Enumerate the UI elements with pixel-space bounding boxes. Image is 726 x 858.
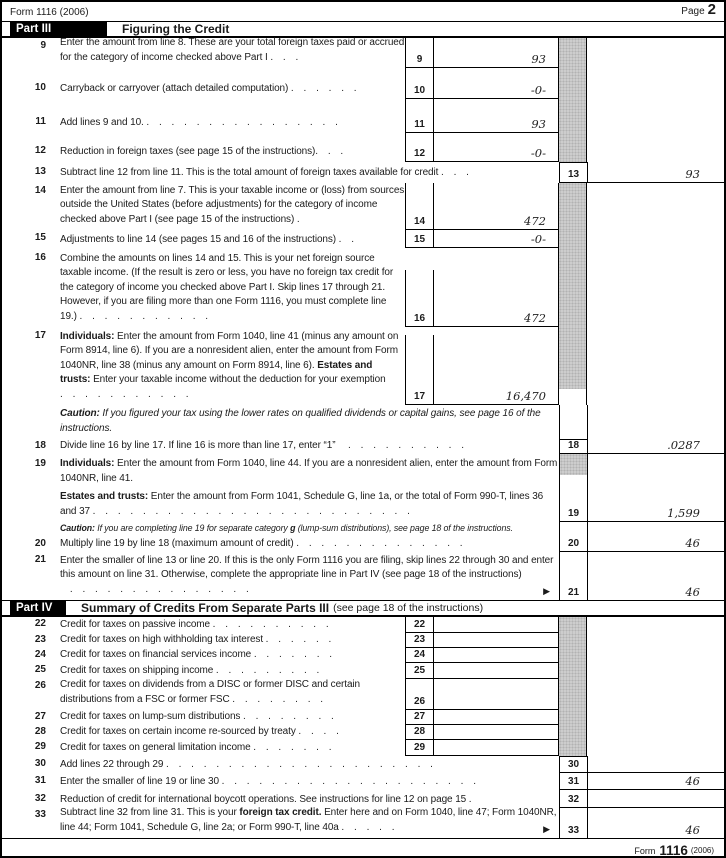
line-25-row xyxy=(2,663,724,679)
line-27-description: Credit for taxes on lump-sum distributions . . . . . . . . xyxy=(60,711,334,722)
line-31-box-number: 31 xyxy=(559,773,588,790)
estates-trusts-label: Estates and trusts: xyxy=(60,359,373,385)
line-15-description: Adjustments to line 14 (see pages 15 and 16 of the instructions) . . xyxy=(60,234,354,245)
line-32-description: Reduction of credit for international boycott operations. See instructions for line 12 on page 15 . xyxy=(60,794,472,805)
line-22-description: Credit for taxes on passive income . . . . . . . . . . xyxy=(60,619,329,630)
line-26-number: 26 xyxy=(34,680,46,691)
shaded-column-segment xyxy=(558,725,587,740)
line-28-description: Credit for taxes on certain income re-sourced by treaty . . . . xyxy=(60,726,339,737)
line-19-individuals-row xyxy=(2,454,724,489)
line-17-amount-field[interactable] xyxy=(434,335,558,405)
shaded-column-segment xyxy=(558,68,587,99)
line-20-row xyxy=(2,537,724,552)
shaded-column-segment xyxy=(558,633,587,648)
line-13-box-number: 13 xyxy=(559,162,588,183)
line-30-box-number: 30 xyxy=(559,756,588,773)
line-24-entry xyxy=(405,648,558,663)
line-15-number: 15 xyxy=(34,232,46,243)
caution-text-2: (lump-sum distributions), see page 18 of the instructions. xyxy=(295,523,513,533)
line-29-box-number: 29 xyxy=(406,740,434,756)
line-27-entry xyxy=(405,710,558,725)
right-blank xyxy=(587,633,724,648)
line-15-amount: -0- xyxy=(530,232,546,246)
page-header xyxy=(2,2,724,22)
line-13-row xyxy=(2,162,724,183)
shaded-column-segment xyxy=(558,183,587,230)
line-23-row xyxy=(2,633,724,648)
line-30-number: 30 xyxy=(34,758,46,769)
line-11-amount-field[interactable] xyxy=(434,99,558,133)
shaded-column-segment xyxy=(558,663,587,679)
line-23-entry xyxy=(405,633,558,648)
line-25-box-number: 25 xyxy=(406,663,434,679)
line-14-number: 14 xyxy=(34,185,46,196)
foreign-tax-credit-label: foreign tax credit. xyxy=(239,807,322,818)
shaded-column-segment xyxy=(558,679,587,710)
estates-trusts-label: Estates and trusts: xyxy=(60,491,149,502)
line-17-row xyxy=(2,327,724,405)
line-11-box-number: 11 xyxy=(406,99,434,133)
line-24-amount-field[interactable] xyxy=(434,648,558,663)
part-iii-title: Figuring the Credit xyxy=(122,22,230,36)
line-25-number: 25 xyxy=(34,664,46,675)
shaded-column-segment xyxy=(558,710,587,725)
line-25-description: Credit for taxes on shipping income . . . . . . . . . xyxy=(60,665,320,676)
line-10-number: 10 xyxy=(34,82,46,93)
line-10-entry xyxy=(405,68,558,99)
right-blank xyxy=(587,710,724,725)
line-27-row xyxy=(2,710,724,725)
line-15-amount-field[interactable] xyxy=(434,230,558,248)
line-11-amount: 93 xyxy=(531,117,546,131)
line-10-box-number: 10 xyxy=(406,68,434,99)
right-blank xyxy=(588,405,724,439)
line-20-description: Multiply line 19 by line 18 (maximum amount of credit) . . . . . . . . . . . . . . xyxy=(60,538,463,549)
right-blank xyxy=(587,38,724,68)
right-blank xyxy=(587,99,724,133)
line-14-description: Enter the amount from line 7. This is your taxable income or (loss) from sources outside the United States (before adjustments) for the category of income checked above Part I (see page 15 of the instructions) . xyxy=(60,184,405,225)
line-19-number: 19 xyxy=(34,458,46,469)
line-10-row xyxy=(2,68,724,99)
shaded-column-segment xyxy=(558,230,587,248)
line-12-box-number: 12 xyxy=(406,133,434,162)
footer-year: (2006) xyxy=(690,846,714,855)
part-iv-note: (see page 18 of the instructions) xyxy=(333,602,484,614)
line-19-individuals-text xyxy=(60,457,559,489)
line-15-row xyxy=(2,230,724,248)
line-15-box-number: 15 xyxy=(406,230,434,248)
line-30-description: Add lines 22 through 29 . . . . . . . . . . . . . . . . . . . . . . xyxy=(60,759,433,770)
line-17-description xyxy=(60,330,405,406)
line-16-amount-field[interactable] xyxy=(434,270,558,327)
line-16-row xyxy=(2,248,724,327)
right-blank xyxy=(587,648,724,663)
line-9-row xyxy=(2,38,724,68)
shaded-column-segment xyxy=(558,38,587,68)
line-26-amount-field[interactable] xyxy=(434,679,558,710)
line-20-number: 20 xyxy=(34,538,46,549)
line-26-box-number: 26 xyxy=(406,679,434,710)
line-23-description: Credit for taxes on high withholding tax interest . . . . . . xyxy=(60,634,332,645)
line-31-amount-field[interactable] xyxy=(588,773,724,790)
right-blank xyxy=(587,663,724,679)
line-24-row xyxy=(2,648,724,663)
line-33-text-2: Enter here and on Form 1040, line 47; Form 1040NR, line 44; Form 1041, Schedule G, line 2a; or Form 990-T, line 40a . . . . . xyxy=(60,807,557,833)
line-14-entry xyxy=(405,183,558,230)
line-29-amount-field[interactable] xyxy=(434,740,558,756)
line-13-amount-field[interactable] xyxy=(588,162,724,183)
footer-form-number: 1116 xyxy=(659,843,688,858)
arrow-right-icon: ▶ xyxy=(543,824,550,834)
line-12-number: 12 xyxy=(34,145,46,156)
category-g-label: g xyxy=(290,523,296,533)
line-13-number: 13 xyxy=(34,166,46,177)
right-blank xyxy=(587,327,724,405)
line-20-box-number: 20 xyxy=(559,537,588,552)
line-33-amount-field[interactable] xyxy=(588,808,724,838)
right-blank xyxy=(587,133,724,162)
line-18-amount-field[interactable] xyxy=(588,439,724,454)
part-iv-badge: Part IV xyxy=(10,601,66,616)
line-18-number: 18 xyxy=(34,440,46,451)
line-33-amount: 46 xyxy=(685,823,700,837)
right-blank xyxy=(587,740,724,756)
line-18-amount: .0287 xyxy=(667,438,700,452)
line-19-text: Enter the amount from Form 1040, line 44. If you are a nonresident alien, enter the amount from Form 1040NR, line 41. xyxy=(60,458,558,484)
line-19-caution-row xyxy=(2,522,724,537)
line-17-text-2: Enter your taxable income without the deduction for your exemption . . . . . . . . . . . xyxy=(60,374,386,400)
line-22-amount-field[interactable] xyxy=(434,617,558,633)
right-blank xyxy=(587,248,724,327)
line-11-number: 11 xyxy=(35,116,46,127)
line-10-amount-field[interactable] xyxy=(434,68,558,99)
line-14-amount: 472 xyxy=(524,214,546,228)
line-33-description xyxy=(60,806,559,838)
line-21-box-number: 21 xyxy=(559,552,588,600)
line-17-amount: 16,470 xyxy=(505,389,546,403)
line-17-text-1: Enter the amount from Form 1040, line 41 (minus any amount on Form 8914, line 6). If you are a nonresident alien, enter the amount from Form 1040NR, line 38 (minus any amount on Form 8914, line 6). xyxy=(60,330,399,371)
line-25-entry xyxy=(405,663,558,679)
line-18-box-number: 18 xyxy=(559,439,588,454)
line-33-box-number: 33 xyxy=(559,808,588,838)
line-21-description: Enter the smaller of line 13 or line 20. If this is the only Form 1116 you are filing, skip lines 22 through 30 and enter this amount on line 31. Otherwise, complete the appropriate line in Part IV (see page 18 of the instructions) . . . . . . . . . . . . . . . xyxy=(60,554,554,595)
line-27-amount-field[interactable] xyxy=(434,710,558,725)
line-29-number: 29 xyxy=(34,741,46,752)
line-22-entry xyxy=(405,617,558,633)
line-9-description: Enter the amount from line 8. These are your total foreign taxes paid or accrued for the category of income checked above Part I . . . xyxy=(60,37,405,63)
line-9-amount: 93 xyxy=(531,52,546,66)
line-17-caution xyxy=(60,407,559,439)
line-16-entry xyxy=(405,270,558,327)
shaded-column-segment xyxy=(558,133,587,162)
line-11-entry xyxy=(405,99,558,133)
line-19-amount-field[interactable] xyxy=(588,489,724,522)
line-28-entry xyxy=(405,725,558,740)
part-iv-title: Summary of Credits From Separate Parts III xyxy=(81,601,330,615)
line-16-amount: 472 xyxy=(524,311,546,325)
line-19-estates-row xyxy=(2,489,724,522)
line-12-row xyxy=(2,133,724,162)
line-24-description: Credit for taxes on financial services income . . . . . . . xyxy=(60,649,332,660)
line-19-box-number: 19 xyxy=(559,489,588,522)
page-word: Page xyxy=(681,6,705,17)
shaded-column-segment xyxy=(558,740,587,756)
open-column-segment xyxy=(559,522,588,537)
line-20-amount-field[interactable] xyxy=(588,537,724,552)
part-iii-badge: Part III xyxy=(10,22,107,37)
line-32-number: 32 xyxy=(34,793,46,804)
shaded-column-segment xyxy=(558,617,587,633)
line-12-description: Reduction in foreign taxes (see page 15 of the instructions). . . xyxy=(60,145,344,157)
line-15-entry xyxy=(405,230,558,248)
line-21-row xyxy=(2,552,724,600)
line-29-description: Credit for taxes on general limitation income . . . . . . . xyxy=(60,742,332,753)
shaded-column-segment xyxy=(559,454,588,489)
line-14-amount-field[interactable] xyxy=(434,183,558,230)
line-9-amount-field[interactable] xyxy=(434,38,558,68)
line-29-entry xyxy=(405,740,558,756)
line-12-entry xyxy=(405,133,558,162)
line-12-amount-field[interactable] xyxy=(434,133,558,162)
form-id-header: Form 1116 (2006) xyxy=(10,7,89,18)
blank-number-cell xyxy=(2,522,48,537)
line-29-row xyxy=(2,740,724,756)
line-31-amount: 46 xyxy=(685,774,700,788)
line-12-amount: -0- xyxy=(530,146,546,160)
line-17-number: 17 xyxy=(34,330,46,341)
line-22-number: 22 xyxy=(34,618,46,629)
shaded-column-segment xyxy=(558,327,587,405)
line-32-amount-field[interactable] xyxy=(588,790,724,808)
blank-number-cell xyxy=(2,489,48,522)
right-blank xyxy=(587,679,724,710)
individuals-label: Individuals: xyxy=(60,330,115,342)
line-32-box-number: 32 xyxy=(559,790,588,808)
line-13-description: Subtract line 12 from line 11. This is the total amount of foreign taxes available for credit . . . xyxy=(60,166,469,178)
open-column-segment xyxy=(559,405,588,439)
line-20-amount: 46 xyxy=(685,536,700,550)
line-11-description: Add lines 9 and 10. . . . . . . . . . . . . . . . . xyxy=(60,116,338,128)
line-28-row xyxy=(2,725,724,740)
right-blank xyxy=(587,183,724,230)
right-blank xyxy=(588,454,724,489)
right-blank xyxy=(587,230,724,248)
line-19-text-2: Enter the amount from Form 1041, Schedule G, line 1a, or the total of Form 990-T, lines 36 and 37 . . . . . . . . . . . . . . . . . . . . . . . . . . xyxy=(60,491,544,517)
line-31-number: 31 xyxy=(34,775,46,786)
line-14-row xyxy=(2,183,724,230)
line-9-box-number: 9 xyxy=(406,38,434,68)
line-26-entry xyxy=(405,679,558,710)
line-27-number: 27 xyxy=(34,711,46,722)
line-17-box-number: 17 xyxy=(406,335,434,405)
line-30-amount-field[interactable] xyxy=(588,756,724,773)
caution-text: If you figured your tax using the lower rates on qualified dividends or capital gains, see page 16 of the instructions. xyxy=(60,408,541,434)
line-13-amount: 93 xyxy=(685,167,700,181)
line-10-amount: -0- xyxy=(530,83,546,97)
line-24-number: 24 xyxy=(34,649,46,660)
line-25-amount-field[interactable] xyxy=(434,663,558,679)
right-blank xyxy=(588,522,724,537)
shaded-column-segment xyxy=(558,248,587,327)
line-10-description: Carryback or carryover (attach detailed computation) . . . . . . xyxy=(60,82,357,94)
caution-text-1: If you are completing line 19 for separate category xyxy=(94,523,291,533)
line-17-caution-row xyxy=(2,405,724,439)
footer-form-word: Form xyxy=(634,845,656,856)
line-33-text-1: Subtract line 32 from line 31. This is your xyxy=(60,807,240,818)
individuals-label: Individuals: xyxy=(60,458,115,469)
line-30-row xyxy=(2,756,724,773)
line-14-box-number: 14 xyxy=(406,183,434,230)
line-19-estates-text xyxy=(60,490,559,522)
page-indicator xyxy=(681,1,716,18)
line-26-description: Credit for taxes on dividends from a DISC or former DISC and certain distributions from a FSC or former FSC . . . . . . . . xyxy=(60,679,360,705)
line-31-description: Enter the smaller of line 19 or line 30 . . . . . . . . . . . . . . . . . . . . . xyxy=(60,776,476,787)
line-19-amount: 1,599 xyxy=(667,506,700,520)
page-footer xyxy=(2,839,724,858)
line-21-number: 21 xyxy=(34,554,46,565)
line-23-box-number: 23 xyxy=(406,633,434,648)
line-27-box-number: 27 xyxy=(406,710,434,725)
right-blank xyxy=(587,617,724,633)
line-16-number: 16 xyxy=(34,252,46,263)
shaded-column-segment xyxy=(558,648,587,663)
line-9-entry xyxy=(405,38,558,68)
caution-label: Caution: xyxy=(60,523,95,533)
line-26-row xyxy=(2,679,724,710)
line-21-amount-field[interactable] xyxy=(588,552,724,600)
line-19-caution xyxy=(60,522,559,537)
caution-label: Caution: xyxy=(60,408,100,419)
line-31-row xyxy=(2,773,724,790)
right-blank xyxy=(587,68,724,99)
line-23-number: 23 xyxy=(34,634,46,645)
line-28-box-number: 28 xyxy=(406,725,434,740)
line-23-amount-field[interactable] xyxy=(434,633,558,648)
arrow-right-icon: ▶ xyxy=(543,586,550,596)
line-9-number: 9 xyxy=(40,40,46,51)
line-28-number: 28 xyxy=(34,726,46,737)
line-18-description: Divide line 16 by line 17. If line 16 is more than line 17, enter “1” . . . . . . . . . . xyxy=(60,440,464,451)
line-33-row xyxy=(2,808,724,839)
line-22-box-number: 22 xyxy=(406,617,434,633)
part-iv-header xyxy=(2,600,724,617)
blank-number-cell xyxy=(2,405,48,439)
page-number: 2 xyxy=(707,1,716,18)
line-28-amount-field[interactable] xyxy=(434,725,558,740)
line-22-row xyxy=(2,617,724,633)
line-24-box-number: 24 xyxy=(406,648,434,663)
shaded-column-segment xyxy=(558,99,587,133)
line-33-number: 33 xyxy=(34,809,46,820)
line-11-row xyxy=(2,99,724,133)
line-17-entry xyxy=(405,335,558,405)
line-16-box-number: 16 xyxy=(406,270,434,327)
line-16-description: Combine the amounts on lines 14 and 15. This is your net foreign source taxable income. (If the result is zero or less, you have no foreign tax credit for the category of income you checked above Part I. Skip lines 17 through 21. However, if you are filing more than one Form 1116, you must complete line 19.) . . . . . . . . . . . xyxy=(60,252,394,322)
line-18-row xyxy=(2,439,724,454)
line-21-amount: 46 xyxy=(685,585,700,599)
right-blank xyxy=(587,725,724,740)
